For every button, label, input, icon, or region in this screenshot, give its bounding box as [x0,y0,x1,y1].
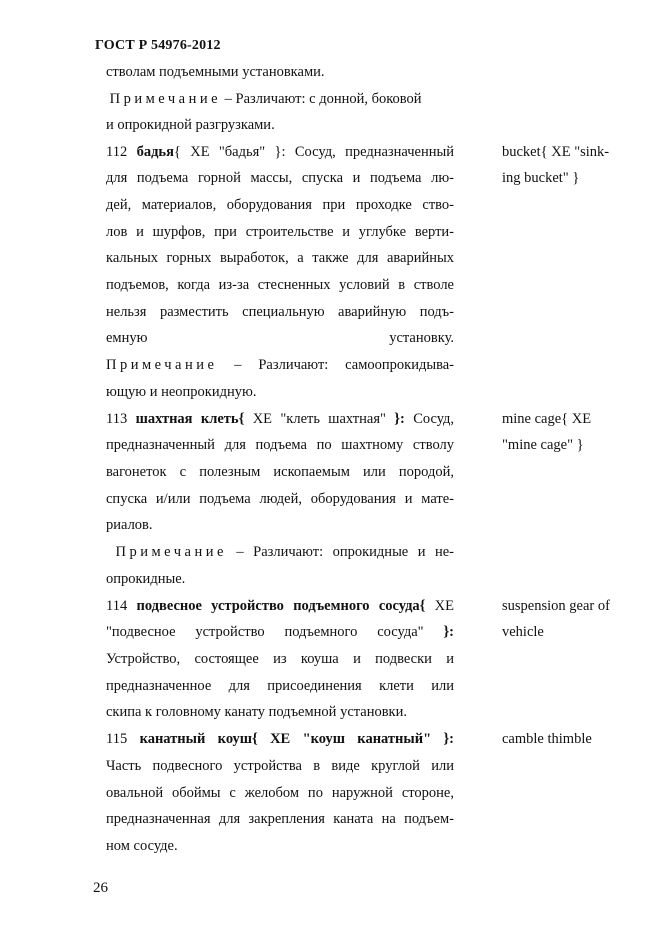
text-line: ющую и неопрокидную. [106,384,257,400]
xe-field: XE [434,598,454,614]
english-term-line: mine cage{ XE [502,411,592,427]
note-label: Примечание [106,357,218,373]
note-label: Примечание [115,544,227,560]
text-line: предназначенный для подъема по шахтному стволу [106,437,454,453]
xe-brace: }: [394,411,405,427]
xe-field: { XE "коуш канатный" }: [252,731,455,747]
text-line: предназначенная для закрепления каната на подъем- [106,811,454,827]
term-number: 112 [106,144,128,160]
text-line: лов и шурфов, при строительстве и углубке верти- [106,224,454,240]
text-line [106,325,454,351]
term-name: подвесное устройство подъемного сосуда [136,598,420,614]
text-line: Часть подвесного устройства в виде круглой или [106,758,454,774]
page-number: 26 [93,880,108,896]
english-term-line: vehicle [502,624,544,640]
text-line: вагонеток с полезным ископаемым или породой, [106,464,454,480]
note-text: – Различают: опрокидные и не- [236,544,455,560]
note-line [106,86,454,112]
text-line [106,619,454,645]
english-term-line: camble thimble [502,731,592,747]
text-line: овальной обоймы с желобом по наружной стороне, [106,785,454,801]
text-line: ном сосуде. [106,838,178,854]
term-number: 115 [106,731,128,747]
xe-brace: }: [443,624,454,640]
text-fragment: емную [106,330,148,346]
text-line: подъемов, когда из-за стесненных условий в стволе [106,277,454,293]
note-text: – Различают: с донной, боковой [224,91,422,107]
definition-text: Сосуд, предназначенный [294,144,454,160]
term-115-line [106,726,454,752]
text-line: предназначенное для присоединения клети или [106,678,454,694]
text-line: кальных горных выработок, а также для аварийных [106,250,454,266]
term-number: 114 [106,598,128,614]
text-fragment: установку. [389,330,454,346]
text-line: опрокидные. [106,571,186,587]
xe-field: { XE "бадья" }: [173,144,286,160]
text-line: Устройство, состоящее из коуша и подвески и [106,651,454,667]
term-114-line [106,593,454,619]
xe-field: "подвесное устройство подъемного сосуда" [106,624,424,640]
text-line: стволам подъемными установками. [106,64,325,80]
text-line: риалов. [106,517,153,533]
note-label: Примечание [109,91,222,107]
english-term-line: "mine cage" } [502,437,584,453]
note-line [106,539,454,565]
term-name: шахтная клеть [135,411,239,427]
text-line: нельзя разместить специальную аварийную подъ- [106,304,454,320]
note-line [106,352,454,378]
english-term-line: suspension gear of [502,598,610,614]
xe-brace: { [419,598,426,614]
text-line: для подъема горной массы, спуска и подъема лю- [106,170,454,186]
text-line: и опрокидной разгрузками. [106,117,275,133]
note-text: – Различают: самоопрокидыва- [234,357,454,373]
text-line: дей, материалов, оборудования при проходке ство- [106,197,454,213]
xe-brace: { [238,411,245,427]
text-line: спуска и/или подъема людей, оборудования и мате- [106,491,454,507]
xe-field: XE "клеть шахтная" [252,411,386,427]
term-name: бадья [136,144,174,160]
definition-text: Сосуд, [413,411,455,427]
term-name: канатный коуш [139,731,253,747]
english-term-line: ing bucket" } [502,170,580,186]
text-line: скипа к головному канату подъемной установки. [106,704,407,720]
term-113-line [106,406,454,432]
term-112-line [106,139,454,165]
term-number: 113 [106,411,128,427]
english-term-line: bucket{ XE "sink- [502,144,610,160]
document-header: ГОСТ Р 54976-2012 [95,38,221,53]
